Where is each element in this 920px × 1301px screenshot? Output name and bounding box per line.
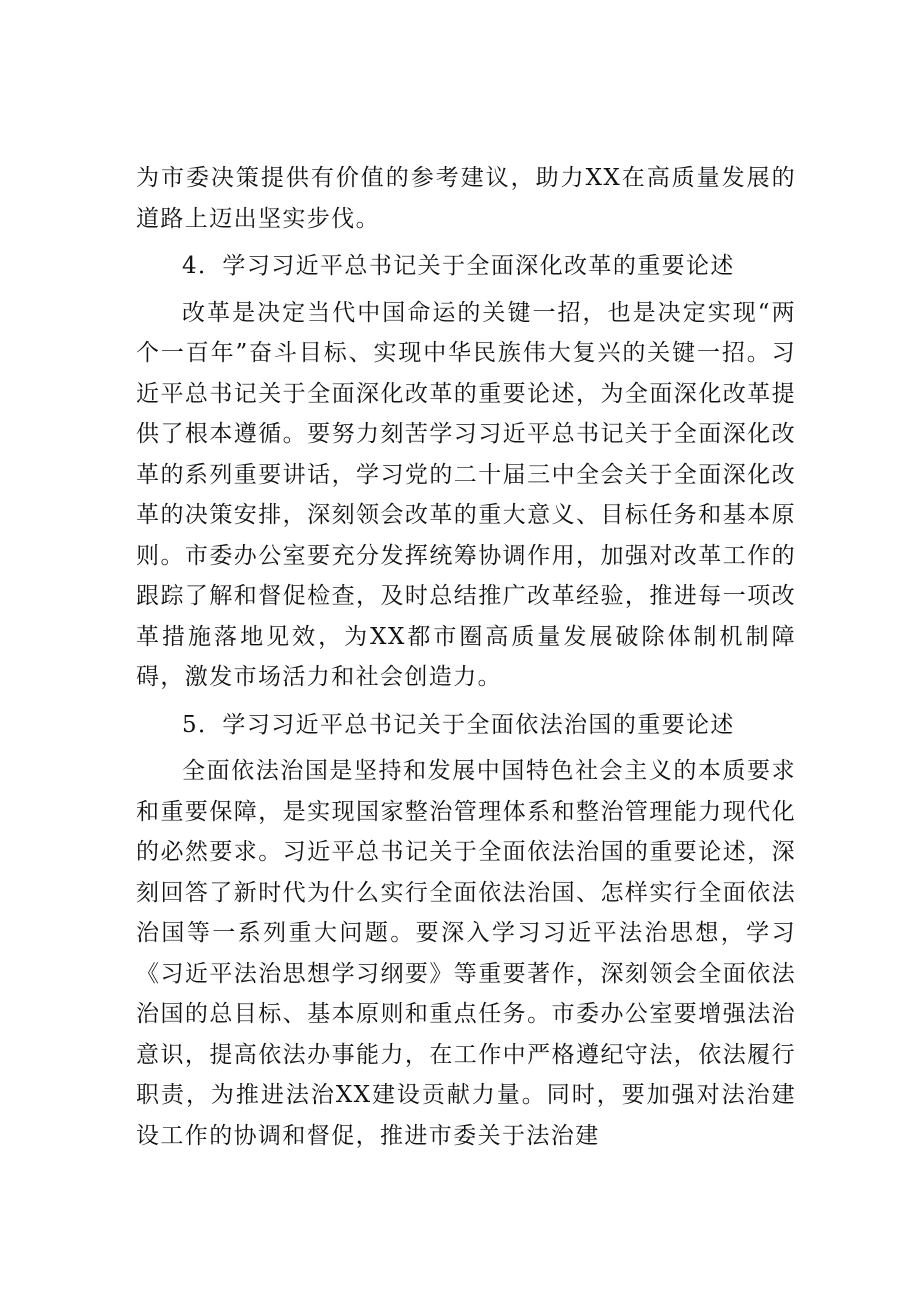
section-heading-4: 4．学习习近平总书记关于全面深化改革的重要论述 <box>182 253 735 279</box>
section-heading-5: 5．学习习近平总书记关于全面依法治国的重要论述 <box>182 711 735 738</box>
document-body <box>136 158 796 1156</box>
paragraph-continuation: 为市委决策提供有价值的参考建议，助力XX在高质量发展的道路上迈出坚实步伐。 <box>136 165 796 232</box>
paragraph-reform: 改革是决定当代中国命运的关键一招，也是决定实现“两个一百年”奋斗目标、实现中华民族伟大复兴的关键一招。习近平总书记关于全面深化改革的重要论述，为全面深化改革提供了根本遵循。要努力刻苦学习习近平总书记关于全面深化改革的系列重要讲话，学习党的二十届三中全会关于全面深化改革的决策安排，深刻领会改革的重大意义、目标任务和基本原则。市委办公室要充分发挥统筹协调作用，加强对改革工作的跟踪了解和督促检查，及时总结推广改革经验，推进每一项改革措施落地见效，为XX都市圈高质量发展破除体制机制障碍，激发市场活力和社会创造力。 <box>136 299 796 690</box>
paragraph-rule-of-law: 全面依法治国是坚持和发展中国特色社会主义的本质要求和重要保障，是实现国家整治管理体系和整治管理能力现代化的必然要求。习近平总书记关于全面依法治国的重要论述，深刻回答了新时代为什么实行全面依法治国、怎样实行全面依法治国等一系列重大问题。要深入学习习近平法治思想，学习《习近平法治思想学习纲要》等重要著作，深刻领会全面依法治国的总目标、基本原则和重点任务。市委办公室要增强法治意识，提高依法办事能力，在工作中严格遵纪守法，依法履行职责，为推进法治XX建设贡献力量。同时，要加强对法治建设工作的协调和督促，推进市委关于法治建 <box>136 758 796 1149</box>
